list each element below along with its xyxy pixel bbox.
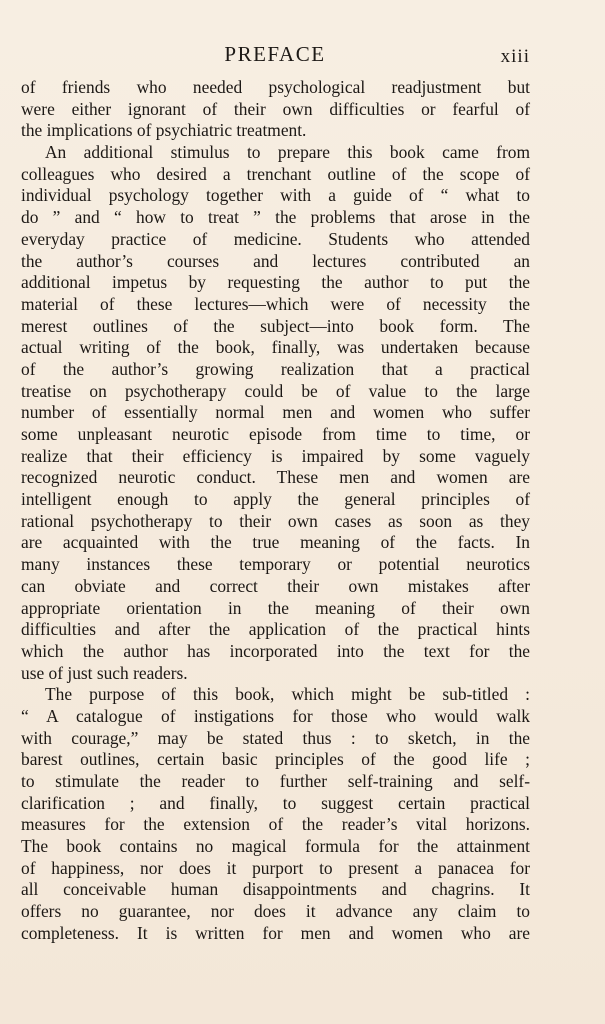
text-line: use of just such readers. xyxy=(21,662,188,683)
text-line: are acquainted with the true meaning of the facts. In xyxy=(21,532,530,553)
text-line: rational psychotherapy to their own cases as soon as they xyxy=(21,510,530,531)
text-line: additional impetus by requesting the author to put the xyxy=(21,272,530,293)
text-line: barest outlines, certain basic principles of the good life ; xyxy=(21,749,530,770)
text-line: The book contains no magical formula for the attainment xyxy=(21,836,530,857)
text-line: intelligent enough to apply the general principles of xyxy=(21,489,530,510)
text-line: the implications of psychiatric treatment. xyxy=(21,120,307,141)
text-line: individual psychology together with a guide of “ what to xyxy=(21,185,530,206)
text-line: many instances these temporary or potential neurotics xyxy=(21,554,530,575)
text-line: of the author’s growing realization that a practical xyxy=(21,358,530,379)
text-line: merest outlines of the subject—into book form. The xyxy=(21,315,530,336)
text-line: clarification ; and finally, to suggest certain practical xyxy=(21,792,530,813)
text-line: appropriate orientation in the meaning of their own xyxy=(21,597,530,618)
text-line: were either ignorant of their own difficulties or fearful of xyxy=(21,98,530,119)
text-line: material of these lectures—which were of necessity the xyxy=(21,293,530,314)
text-line: of happiness, nor does it purport to present a panacea for xyxy=(21,857,530,878)
text-line: measures for the extension of the reader’s vital horizons. xyxy=(21,814,530,835)
text-line: which the author has incorporated into the text for the xyxy=(21,640,530,661)
text-line: “ A catalogue of instigations for those who would walk xyxy=(21,705,530,726)
text-line: An additional stimulus to prepare this book came from xyxy=(45,142,530,163)
text-line: do ” and “ how to treat ” the problems that arose in the xyxy=(21,207,530,228)
text-line: can obviate and correct their own mistakes after xyxy=(21,575,530,596)
text-line: completeness. It is written for men and women who are xyxy=(21,922,530,943)
text-line: actual writing of the book, finally, was undertaken because xyxy=(21,337,530,358)
body-text xyxy=(21,77,530,945)
text-line: realize that their efficiency is impaired by some vaguely xyxy=(21,445,530,466)
text-line: some unpleasant neurotic episode from time to time, or xyxy=(21,424,530,444)
text-line: everyday practice of medicine. Students who attended xyxy=(21,228,530,249)
text-line: all conceivable human disappointments and chagrins. It xyxy=(21,879,530,900)
running-head xyxy=(20,42,530,70)
text-line: with courage,” may be stated thus : to sketch, in the xyxy=(21,727,530,748)
text-line: the author’s courses and lectures contributed an xyxy=(21,250,530,271)
text-line: to stimulate the reader to further self-training and self- xyxy=(21,771,530,791)
text-line: offers no guarantee, nor does it advance any claim to xyxy=(21,901,530,922)
running-title: PREFACE xyxy=(224,42,326,66)
text-line: colleagues who desired a trenchant outline of the scope of xyxy=(21,163,530,184)
text-line: treatise on psychotherapy could be of value to the large xyxy=(21,380,530,401)
text-line: recognized neurotic conduct. These men and women are xyxy=(21,467,530,488)
text-line: of friends who needed psychological readjustment but xyxy=(21,77,530,97)
text-line: The purpose of this book, which might be sub-titled : xyxy=(45,684,530,705)
text-line: number of essentially normal men and women who suffer xyxy=(21,402,530,423)
text-line: difficulties and after the application of the practical hints xyxy=(21,619,530,640)
page-number: xiii xyxy=(500,46,530,67)
